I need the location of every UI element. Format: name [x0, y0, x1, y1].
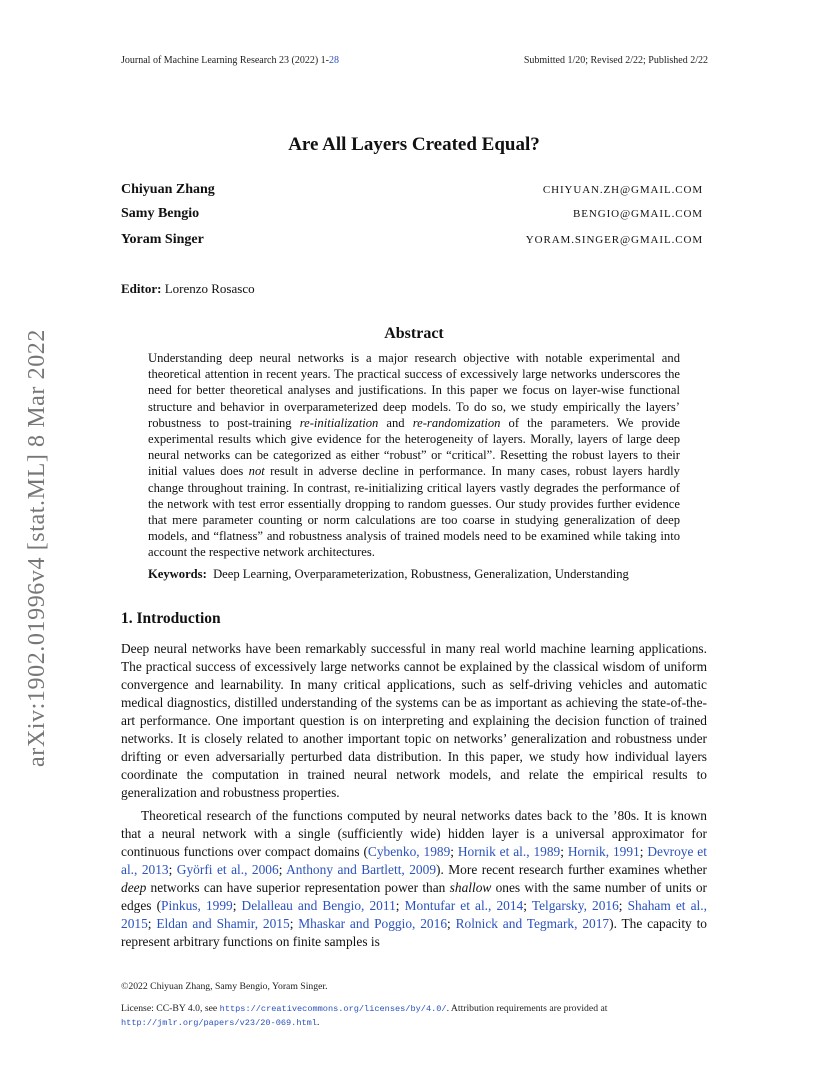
submission-dates: Submitted 1/20; Revised 2/22; Published 2/22 — [523, 55, 708, 66]
citation-link[interactable]: Mhaskar and Poggio, 2016 — [298, 916, 448, 931]
keywords — [148, 567, 629, 582]
paragraph: Deep neural networks have been remarkably successful in many real world machine learning applications. The practical success of excessively large networks cannot be explained by the classical wisdom of uniform convergence and learnability. In many critical applications, such as self-driving vehicles and automatic medical diagnostics, distilled understanding of the systems can be as important as achieving the state-of-the-art performance. One important question is on interpreting and explaining the decision function of trained networks. It is closely related to another important topic on networks’ generalization and robustness under drifting or even adversarially perturbed data distribution. In this paper, we study how individual layers coordinate the computation in trained neural network models, and relate the empirical results to generalization and robustness properties. — [121, 641, 707, 800]
journal-header — [121, 55, 339, 66]
author-row — [121, 206, 703, 226]
editor-label: Editor: — [121, 281, 162, 296]
keywords-value: Deep Learning, Overparameterization, Robustness, Generalization, Understanding — [213, 567, 629, 581]
citation-link[interactable]: Györfi et al., 2006 — [176, 862, 279, 877]
citation-link[interactable]: Montufar et al., 2014 — [404, 898, 524, 913]
keywords-label: Keywords: — [148, 567, 207, 581]
paper-title: Are All Layers Created Equal? — [288, 134, 540, 155]
citation-link[interactable]: Eldan and Shamir, 2015 — [156, 916, 290, 931]
author-name: Chiyuan Zhang — [121, 182, 215, 197]
license-url-link[interactable]: https://creativecommons.org/licenses/by/4.0/ — [219, 1004, 447, 1014]
page-range-link[interactable]: 28 — [328, 55, 339, 66]
editor-line — [121, 281, 255, 297]
attribution-url-link[interactable]: http://jmlr.org/papers/v23/20-069.html — [121, 1018, 317, 1028]
citation-link[interactable]: Telgarsky, 2016 — [531, 898, 619, 913]
citation-link[interactable]: Pinkus, 1999 — [161, 898, 233, 913]
citation-link[interactable]: Shaham et al., 2015 — [121, 898, 707, 931]
author-name: Samy Bengio — [121, 206, 200, 221]
paragraph: Theoretical research of the functions computed by neural networks dates back to the ’80s. It is known that a neural network with a single (sufficiently wide) hidden layer is a universal approximator for continuous functions over compact domains (Cybenko, 1989; Hornik et al., 1989; Hornik, 1991; Devroye et al., 2013; Györfi et al., 2006; Anthony and Bartlett, 2009). More recent research further examines whether deep networks can have superior representation power than shallow ones with the same number of units or edges (Pinkus, 1999; Delalleau and Bengio, 2011; Montufar et al., 2014; Telgarsky, 2016; Shaham et al., 2015; Eldan and Shamir, 2015; Mhaskar and Poggio, 2016; Rolnick and Tegmark, 2017). The capacity to represent arbitrary functions on finite samples is — [121, 808, 707, 949]
copyright-notice: ©2022 Chiyuan Zhang, Samy Bengio, Yoram Singer. — [121, 981, 328, 992]
license-notice: License: CC-BY 4.0, see https://creativecommons.org/licenses/by/4.0/. Attribution requirements are provided at http://jmlr.org/papers/v23/20-069.html. — [121, 1003, 608, 1028]
citation-link[interactable]: Cybenko, 1989 — [367, 844, 451, 859]
editor-name: Lorenzo Rosasco — [164, 281, 255, 296]
author-row — [121, 182, 703, 202]
arxiv-stamp: arXiv:1902.01996v4 [stat.ML] 8 Mar 2022 — [24, 328, 50, 767]
citation-link[interactable]: Delalleau and Bengio, 2011 — [241, 898, 396, 913]
citation-link[interactable]: Rolnick and Tegmark, 2017 — [455, 916, 610, 931]
journal-name: Journal of Machine Learning Research 23 (2022) 1- — [121, 55, 329, 66]
author-email[interactable]: CHIYUAN.ZH@GMAIL.COM — [542, 184, 703, 196]
abstract-heading: Abstract — [384, 325, 444, 342]
author-email[interactable]: YORAM.SINGER@GMAIL.COM — [525, 234, 703, 246]
author-name: Yoram Singer — [121, 232, 204, 247]
abstract-text: Understanding deep neural networks is a major research objective with notable experimental and theoretical attention in recent years. The practical success of excessively large networks underscores the need for better theoretical analyses and justifications. In this paper we focus on layer-wise functional structure and behavior in overparameterized deep models. To do so, we study empirically the layers’ robustness to post-training re-initialization and re-randomization of the parameters. We provide experimental results which give evidence for the heterogeneity of layers. Morally, layers of large deep neural networks can be categorized as either “robust” or “critical”. Resetting the robust layers to their initial values does not result in adverse decline in performance. In many cases, robust layers hardly change throughout training. In contrast, re-initializing critical layers vastly degrades the performance of the network with test error essentially dropping to random guesses. Our study provides further evidence that mere parameter counting or norm calculations are too coarse in studying generalization of deep models, and “flatness” and robustness analysis of trained models need to be examined while taking into account the respective network architectures. — [148, 351, 680, 560]
citation-link[interactable]: Hornik et al., 1989 — [457, 844, 561, 859]
author-email[interactable]: BENGIO@GMAIL.COM — [573, 208, 703, 220]
citation-link[interactable]: Hornik, 1991 — [567, 844, 640, 859]
citation-link[interactable]: Devroye et al., 2013 — [121, 844, 707, 877]
section-heading: 1. Introduction — [121, 610, 221, 627]
citation-link[interactable]: Anthony and Bartlett, 2009 — [286, 862, 437, 877]
author-row — [121, 232, 703, 252]
